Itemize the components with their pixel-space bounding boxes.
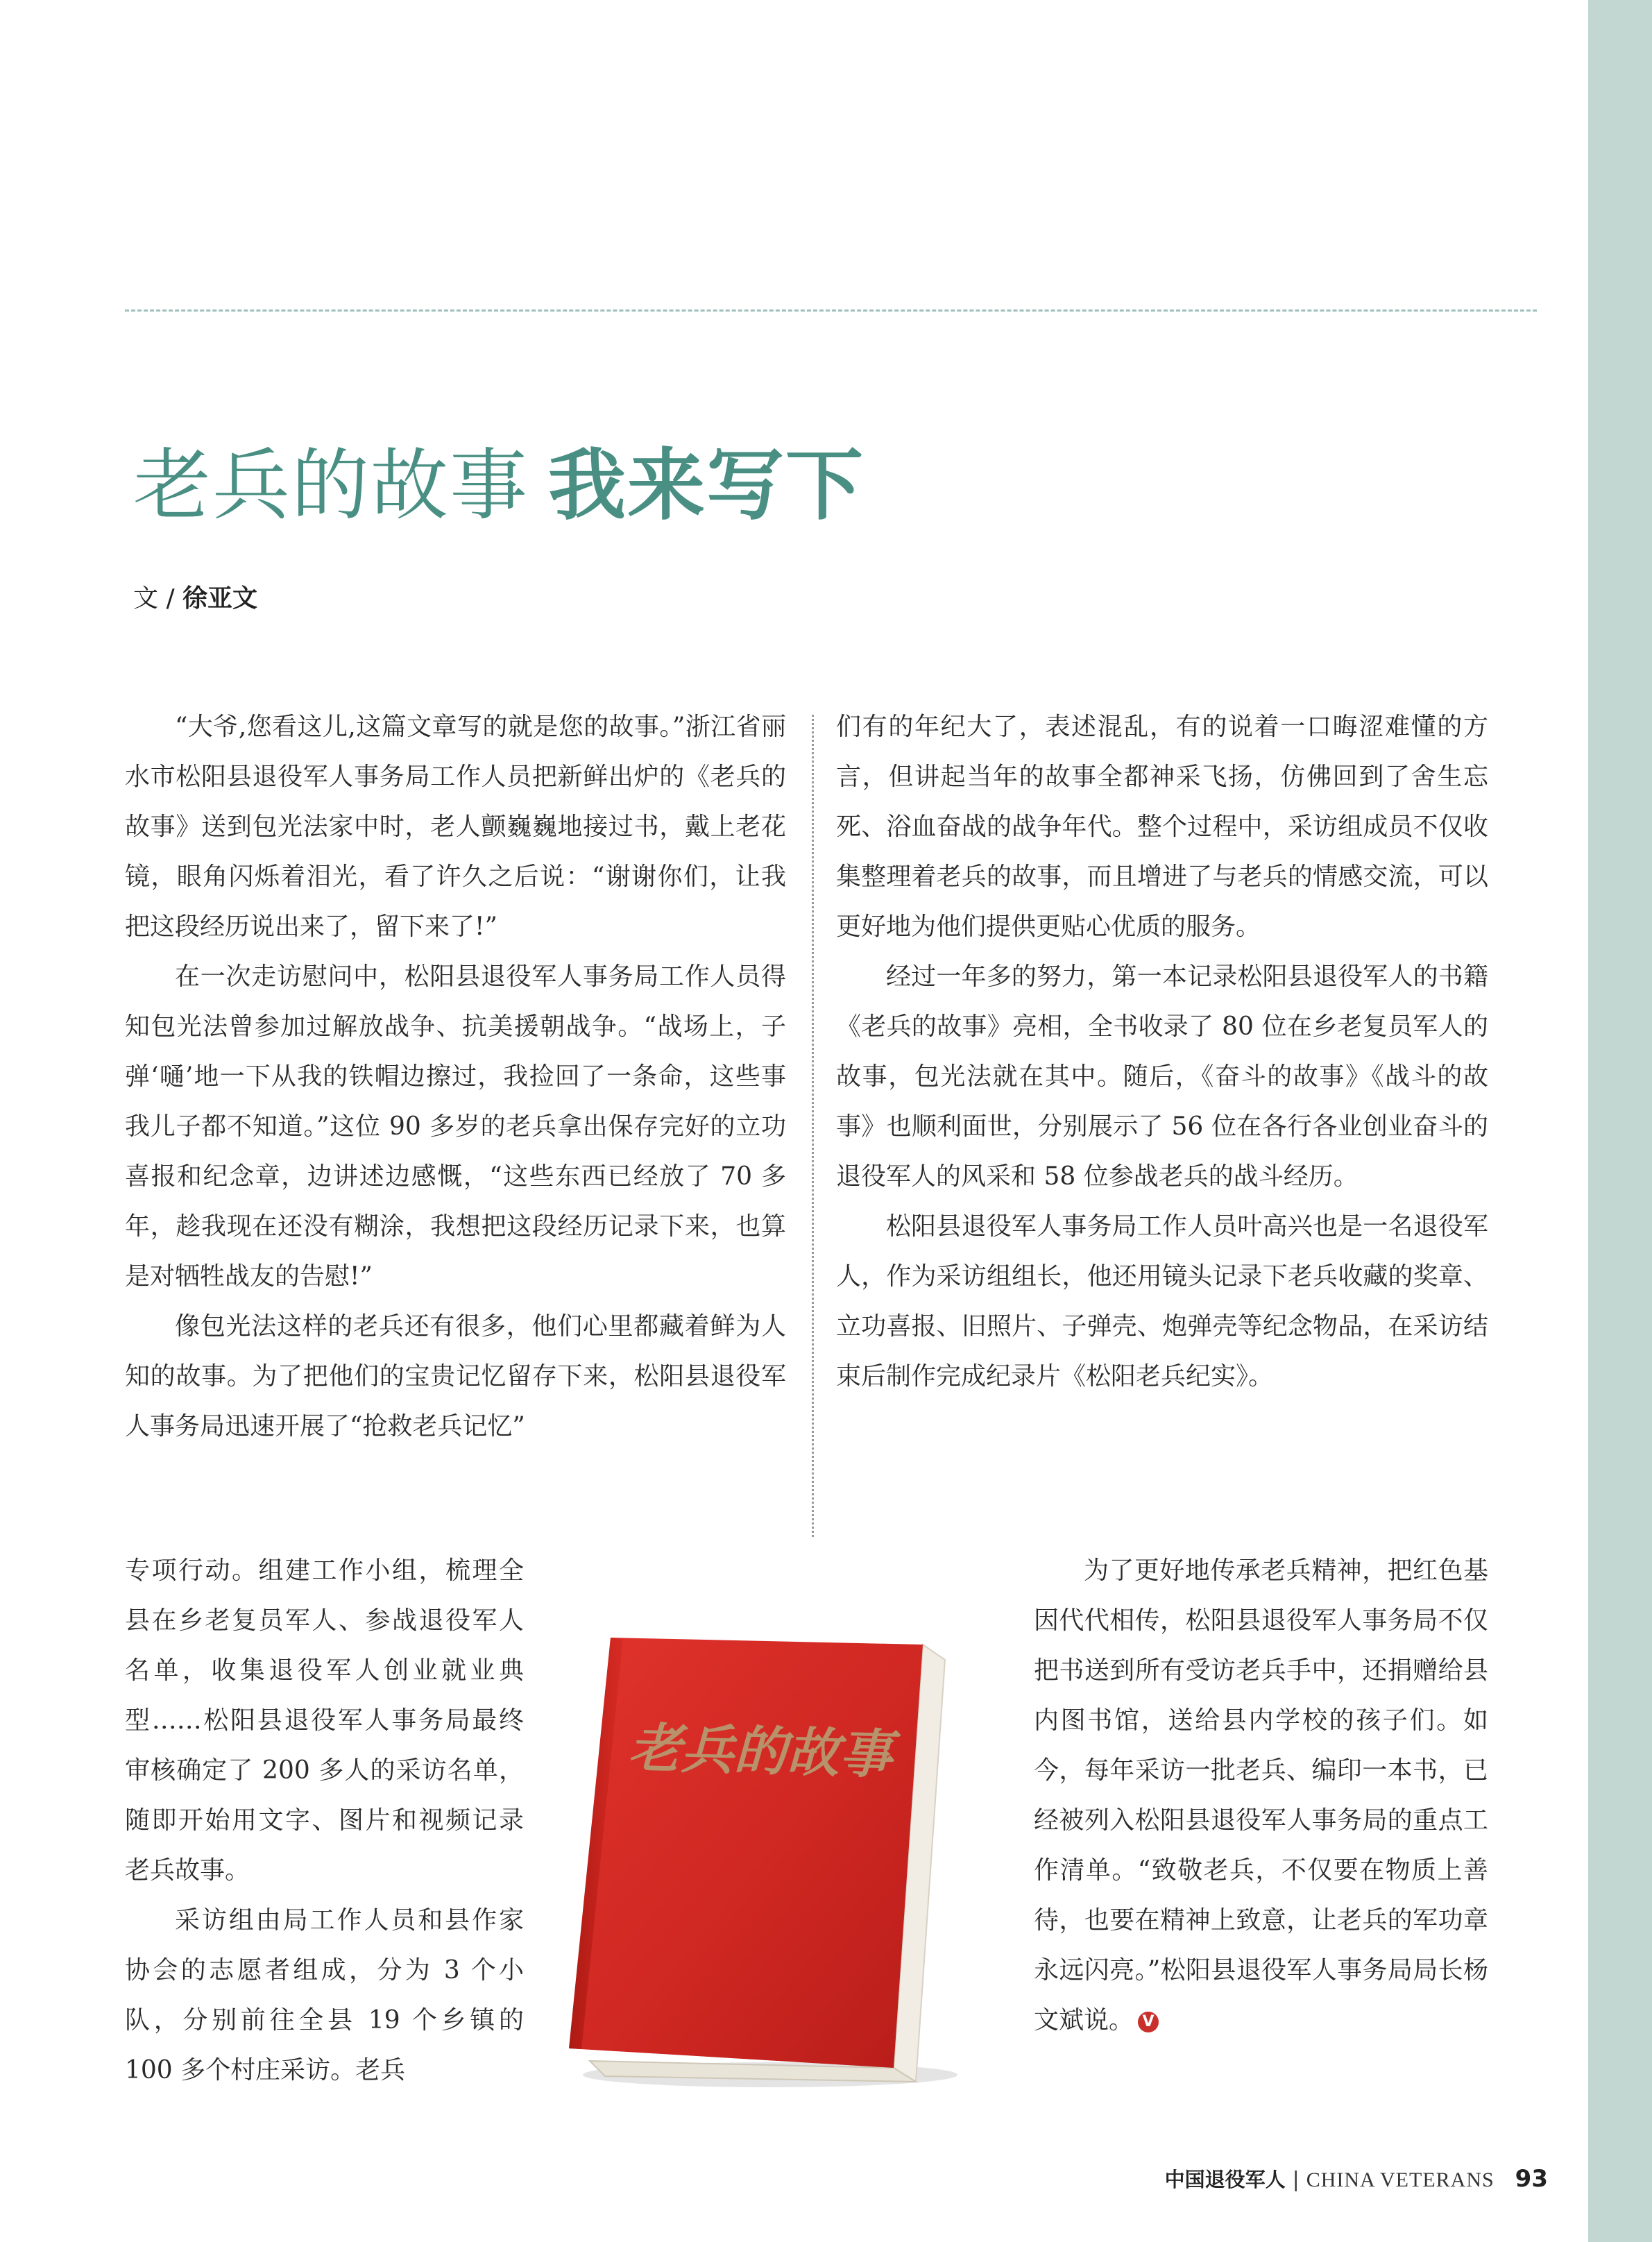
paragraph-3-end: 专项行动。组建工作小组，梳理全县在乡老复员军人、参战退役军人名单，收集退役军人创业就业典型……松阳县退役军人事务局最终审核确定了 200 多人的采访名单，随即开始用文字、图片和视频记录老兵故事。	[125, 1556, 524, 1885]
paragraph-6: 松阳县退役军人事务局工作人员叶高兴也是一名退役军人，作为采访组组长，他还用镜头记录下老兵收藏的奖章、立功喜报、旧照片、子弹壳、炮弹壳等纪念物品，在采访结束后制作完成纪录片《松阳老兵纪实》。	[836, 1212, 1488, 1391]
paragraph-7	[1034, 1546, 1488, 2046]
book-illustration	[562, 1624, 971, 2096]
book-cover-title: 老兵的故事	[627, 1717, 893, 1785]
paragraph-7-text: 为了更好地传承老兵精神，把红色基因代代相传，松阳县退役军人事务局不仅把书送到所有受访老兵手中，还捐赠给县内图书馆，送给县内学校的孩子们。如今，每年采访一批老兵、编印一本书，已经被列入松阳县退役军人事务局的重点工作清单。“致敬老兵，不仅要在物质上善待，也要在精神上致意，让老兵的军功章永远闪亮。”松阳县退役军人事务局局长杨文斌说。	[1034, 1556, 1488, 2035]
paragraph-4-start: 采访组由局工作人员和县作家协会的志愿者组成，分为 3 个小队，分别前往全县 19 个乡镇的 100 多个村庄采访。老兵	[125, 1906, 524, 2084]
right-column-top	[836, 702, 1488, 1402]
end-mark-icon: V	[1138, 2012, 1159, 2032]
footer-separator: |	[1292, 2168, 1300, 2192]
article-title	[133, 434, 865, 538]
paragraph-4-end: 们有的年纪大了，表述混乱，有的说着一口晦涩难懂的方言，但讲起当年的故事全都神采飞扬，仿佛回到了舍生忘死、浴血奋战的战争年代。整个过程中，采访组成员不仅收集整理着老兵的故事，而且增进了与老兵的情感交流，可以更好地为他们提供更贴心优质的服务。	[836, 713, 1488, 941]
book-cover	[569, 1638, 923, 2068]
paragraph-1: “大爷,您看这儿,这篇文章写的就是您的故事。”浙江省丽水市松阳县退役军人事务局工作人员把新鲜出炉的《老兵的故事》送到包光法家中时，老人颤巍巍地接过书，戴上老花镜，眼角闪烁着泪光，看了许久之后说：“谢谢你们，让我把这段经历说出来了，留下来了!”	[125, 713, 786, 941]
right-column-bottom	[1034, 1546, 1488, 2046]
column-divider	[812, 715, 814, 1537]
page-footer	[1165, 2162, 1548, 2196]
author-name: 徐亚文	[182, 584, 258, 613]
byline-prefix: 文 /	[133, 584, 183, 613]
magazine-name-en: CHINA VETERANS	[1306, 2168, 1495, 2191]
byline	[133, 579, 257, 618]
title-regular: 老兵的故事	[133, 441, 529, 531]
page-number: 93	[1515, 2165, 1548, 2193]
paragraph-3-start: 像包光法这样的老兵还有很多，他们心里都藏着鲜为人知的故事。为了把他们的宝贵记忆留存下来，松阳县退役军人事务局迅速开展了“抢救老兵记忆”	[125, 1312, 786, 1441]
dashed-divider	[125, 309, 1537, 312]
left-column-bottom	[125, 1546, 524, 2096]
title-bold: 我来写下	[548, 441, 865, 531]
side-color-band	[1588, 0, 1652, 2242]
left-column-top	[125, 702, 786, 1452]
paragraph-5: 经过一年多的努力，第一本记录松阳县退役军人的书籍《老兵的故事》亮相，全书收录了 80 位在乡老复员军人的故事，包光法就在其中。随后，《奋斗的故事》《战斗的故事》也顺利面世，分别展示了 56 位在各行各业创业奋斗的退役军人的风采和 58 位参战老兵的战斗经历。	[836, 962, 1488, 1191]
paragraph-2: 在一次走访慰问中，松阳县退役军人事务局工作人员得知包光法曾参加过解放战争、抗美援朝战争。“战场上，子弹‘嗵’地一下从我的铁帽边擦过，我捡回了一条命，这些事我儿子都不知道。”这位 90 多岁的老兵拿出保存完好的立功喜报和纪念章，边讲述边感慨，“这些东西已经放了 70 多年，趁我现在还没有糊涂，我想把这段经历记录下来，也算是对牺牲战友的告慰!”	[125, 962, 786, 1291]
magazine-name-cn: 中国退役军人	[1164, 2168, 1286, 2191]
